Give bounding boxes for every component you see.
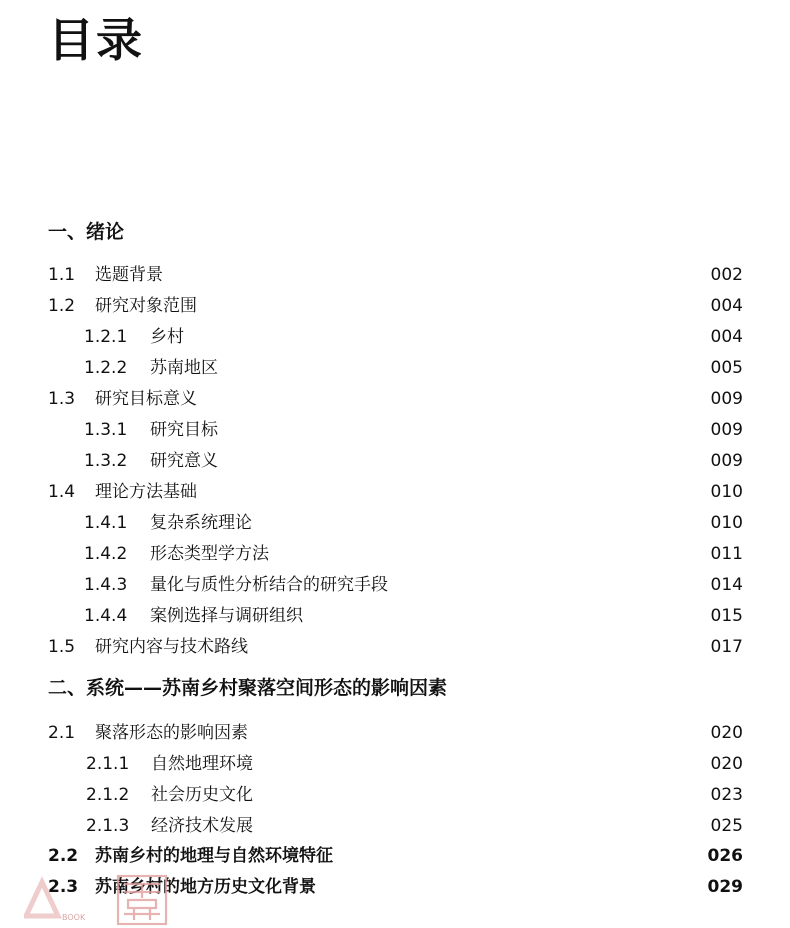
entry-number: 1.4.3 bbox=[84, 575, 128, 595]
toc-entry-1-4-1[interactable] bbox=[0, 510, 790, 536]
entry-title: 苏南地区 bbox=[150, 358, 218, 378]
entry-page: 010 bbox=[710, 482, 743, 502]
entry-number: 2.1.3 bbox=[86, 816, 130, 836]
toc-entry-2-1[interactable] bbox=[0, 720, 790, 746]
toc-entry-1-1[interactable] bbox=[0, 262, 790, 288]
entry-page: 009 bbox=[710, 389, 743, 409]
entry-title: 选题背景 bbox=[95, 265, 163, 285]
toc-entry-1-4-3[interactable] bbox=[0, 572, 790, 598]
entry-title: 复杂系统理论 bbox=[150, 513, 252, 533]
entry-page: 004 bbox=[710, 296, 743, 316]
entry-title: 案例选择与调研组织 bbox=[150, 606, 303, 626]
entry-number: 1.3.2 bbox=[84, 451, 128, 471]
toc-entry-1-2-2[interactable] bbox=[0, 355, 790, 381]
entry-title: 理论方法基础 bbox=[95, 482, 197, 502]
entry-page: 005 bbox=[710, 358, 743, 378]
entry-number: 1.4 bbox=[48, 482, 76, 502]
entry-number: 1.2 bbox=[48, 296, 76, 316]
entry-number: 2.1 bbox=[48, 723, 76, 743]
toc-entry-2-1-1[interactable] bbox=[0, 751, 790, 777]
entry-page: 017 bbox=[710, 637, 743, 657]
toc-entry-2-1-3[interactable] bbox=[0, 813, 790, 839]
entry-page: 009 bbox=[710, 420, 743, 440]
entry-number: 1.1 bbox=[48, 265, 76, 285]
entry-title: 苏南乡村的地理与自然环境特征 bbox=[95, 846, 333, 866]
toc-entry-1-4[interactable] bbox=[0, 479, 790, 505]
entry-page: 026 bbox=[707, 846, 743, 866]
entry-page: 020 bbox=[710, 723, 743, 743]
entry-page: 009 bbox=[710, 451, 743, 471]
entry-number: 1.3 bbox=[48, 389, 76, 409]
watermark-triangle-icon bbox=[26, 882, 58, 916]
entry-number: 1.2.1 bbox=[84, 327, 128, 347]
entry-page: 023 bbox=[710, 785, 743, 805]
watermark-text: BOOK bbox=[62, 913, 86, 922]
section-heading-1: 一、绪论 bbox=[48, 221, 125, 243]
toc-entry-1-2-1[interactable] bbox=[0, 324, 790, 350]
entry-page: 020 bbox=[710, 754, 743, 774]
watermark-logo bbox=[24, 864, 174, 928]
entry-page: 010 bbox=[710, 513, 743, 533]
entry-title: 社会历史文化 bbox=[151, 785, 253, 805]
section-heading-2: 二、系统——苏南乡村聚落空间形态的影响因素 bbox=[48, 677, 448, 699]
entry-title: 研究意义 bbox=[150, 451, 218, 471]
entry-title: 聚落形态的影响因素 bbox=[95, 723, 248, 743]
entry-page: 002 bbox=[710, 265, 743, 285]
entry-page: 011 bbox=[710, 544, 743, 564]
toc-entry-1-3-2[interactable] bbox=[0, 448, 790, 474]
entry-page: 015 bbox=[710, 606, 743, 626]
toc-entry-1-4-2[interactable] bbox=[0, 541, 790, 567]
entry-number: 1.4.1 bbox=[84, 513, 128, 533]
toc-entry-2-1-2[interactable] bbox=[0, 782, 790, 808]
entry-number: 2.1.2 bbox=[86, 785, 130, 805]
entry-number: 1.4.4 bbox=[84, 606, 128, 626]
entry-title: 经济技术发展 bbox=[151, 816, 253, 836]
entry-number: 1.4.2 bbox=[84, 544, 128, 564]
toc-entry-1-3[interactable] bbox=[0, 386, 790, 412]
watermark-seal-icon bbox=[118, 876, 166, 924]
entry-title: 乡村 bbox=[150, 327, 184, 347]
entry-title: 量化与质性分析结合的研究手段 bbox=[150, 575, 388, 595]
entry-page: 014 bbox=[710, 575, 743, 595]
entry-title: 苏南乡村的地方历史文化背景 bbox=[95, 877, 316, 897]
entry-number: 1.2.2 bbox=[84, 358, 128, 378]
entry-number: 1.3.1 bbox=[84, 420, 128, 440]
entry-title: 研究目标意义 bbox=[95, 389, 197, 409]
toc-entry-1-5[interactable] bbox=[0, 634, 790, 660]
toc-entry-1-3-1[interactable] bbox=[0, 417, 790, 443]
entry-number: 2.3 bbox=[48, 877, 79, 897]
entry-number: 2.1.1 bbox=[86, 754, 130, 774]
entry-title: 自然地理环境 bbox=[151, 754, 253, 774]
entry-page: 029 bbox=[707, 877, 743, 897]
page-title: 目录 bbox=[48, 13, 144, 67]
entry-number: 1.5 bbox=[48, 637, 76, 657]
entry-title: 研究目标 bbox=[150, 420, 218, 440]
entry-title: 形态类型学方法 bbox=[150, 544, 269, 564]
toc-entry-1-2[interactable] bbox=[0, 293, 790, 319]
entry-page: 004 bbox=[710, 327, 743, 347]
entry-number: 2.2 bbox=[48, 846, 79, 866]
toc-entry-1-4-4[interactable] bbox=[0, 603, 790, 629]
entry-title: 研究对象范围 bbox=[95, 296, 197, 316]
entry-page: 025 bbox=[710, 816, 743, 836]
entry-title: 研究内容与技术路线 bbox=[95, 637, 248, 657]
